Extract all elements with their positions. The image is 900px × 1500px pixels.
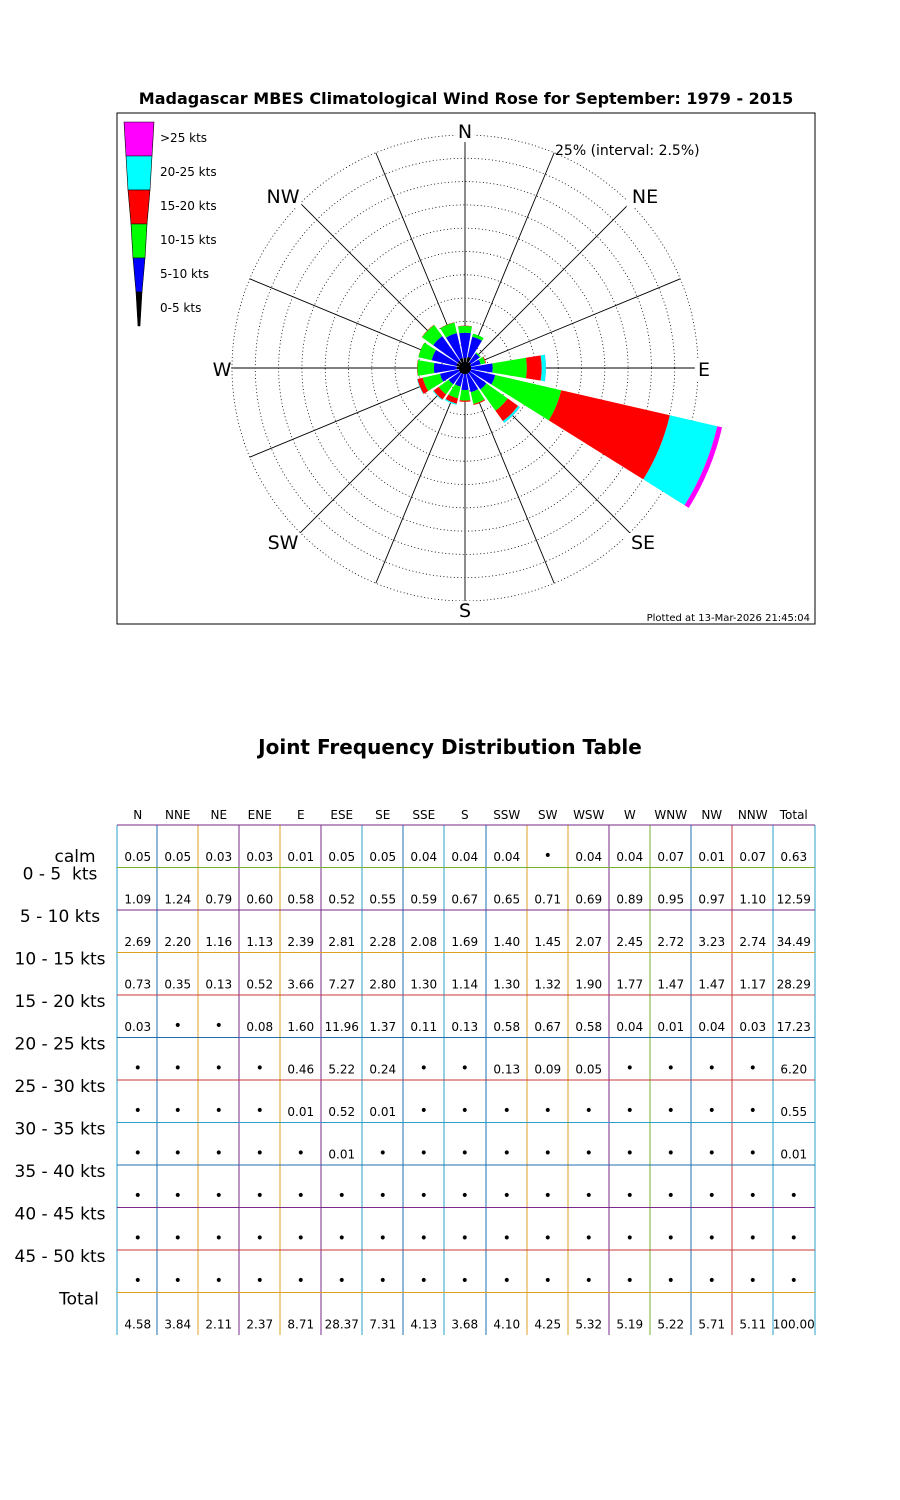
table-cell: 0.67 bbox=[451, 892, 479, 907]
table-cell: 2.80 bbox=[369, 977, 397, 992]
table-cell: • bbox=[378, 1273, 387, 1289]
table-cell: 0.04 bbox=[410, 850, 438, 864]
table-cell: • bbox=[543, 1230, 552, 1247]
table-cell: • bbox=[666, 1273, 675, 1289]
table-cell: • bbox=[707, 1145, 716, 1162]
table-cell: 1.24 bbox=[164, 892, 192, 907]
table-cell: • bbox=[748, 1060, 757, 1077]
table-cell: 1.47 bbox=[657, 977, 685, 992]
table-cell: • bbox=[625, 1103, 634, 1119]
table-cell: • bbox=[296, 1188, 305, 1204]
table-cell: 28.29 bbox=[776, 977, 811, 992]
table-cell: 0.03 bbox=[739, 1020, 767, 1034]
table-cell: • bbox=[337, 1273, 346, 1289]
table-cell: 5.22 bbox=[328, 1062, 356, 1077]
table-cell: 3.68 bbox=[451, 1317, 479, 1332]
table-cell: 5.32 bbox=[575, 1317, 603, 1332]
table-cell: 0.04 bbox=[451, 850, 479, 864]
table-cell: 2.20 bbox=[164, 935, 192, 949]
table-cell: • bbox=[133, 1273, 142, 1289]
column-header-SW: SW bbox=[538, 808, 558, 822]
table-cell: 4.58 bbox=[124, 1317, 152, 1332]
table-cell: • bbox=[214, 1060, 223, 1077]
table-cell: 1.17 bbox=[739, 977, 767, 992]
table-cell: 100.00 bbox=[772, 1317, 815, 1332]
table-cell: 0.58 bbox=[493, 1020, 521, 1034]
table-cell: • bbox=[748, 1273, 757, 1289]
table-cell: 0.04 bbox=[616, 850, 644, 864]
column-header-WNW: WNW bbox=[654, 808, 688, 822]
column-header-WSW: WSW bbox=[573, 808, 605, 822]
table-cell: 3.66 bbox=[287, 977, 315, 992]
compass-label-S: S bbox=[458, 600, 472, 622]
table-cell: 0.01 bbox=[657, 1020, 685, 1034]
table-cell: 0.69 bbox=[575, 892, 603, 907]
table-cell: • bbox=[255, 1103, 264, 1119]
table-cell: • bbox=[173, 1145, 182, 1162]
row-label: Total bbox=[59, 1289, 99, 1310]
table-cell: 2.28 bbox=[369, 935, 397, 949]
table-cell: • bbox=[173, 1230, 182, 1247]
plotted-timestamp: Plotted at 13-Mar-2026 21:45:04 bbox=[646, 613, 810, 624]
column-header-ESE: ESE bbox=[330, 808, 354, 822]
table-cell: • bbox=[296, 1230, 305, 1247]
table-cell: 0.52 bbox=[328, 892, 356, 907]
table-cell: 4.25 bbox=[534, 1317, 562, 1332]
table-cell: 6.20 bbox=[780, 1062, 808, 1077]
table-cell: 2.11 bbox=[205, 1317, 233, 1332]
table-cell: • bbox=[214, 1188, 223, 1204]
table-cell: 0.89 bbox=[616, 892, 644, 907]
table-cell: 7.27 bbox=[328, 977, 356, 992]
table-cell: • bbox=[748, 1230, 757, 1247]
table-cell: • bbox=[460, 1060, 469, 1077]
table-cell: • bbox=[255, 1230, 264, 1247]
table-cell: 0.08 bbox=[246, 1020, 274, 1034]
table-cell: • bbox=[214, 1103, 223, 1119]
table-cell: 1.16 bbox=[205, 935, 233, 949]
table-cell: • bbox=[419, 1230, 428, 1247]
table-cell: 0.04 bbox=[575, 850, 603, 864]
table-row bbox=[54, 847, 807, 867]
table-cell: 2.08 bbox=[410, 935, 438, 949]
table-cell: 0.55 bbox=[780, 1105, 808, 1119]
table-cell: 0.04 bbox=[616, 1020, 644, 1034]
table-cell: • bbox=[666, 1103, 675, 1119]
table-cell: 0.97 bbox=[698, 892, 726, 907]
table-cell: • bbox=[584, 1145, 593, 1162]
table-cell: 0.60 bbox=[246, 892, 274, 907]
table-cell: • bbox=[173, 1060, 182, 1077]
wind-rose-title: Madagascar MBES Climatological Wind Rose for September: 1979 - 2015 bbox=[138, 89, 794, 108]
table-cell: 0.05 bbox=[124, 850, 152, 864]
table-cell: 34.49 bbox=[776, 935, 811, 949]
table-row bbox=[15, 1205, 798, 1247]
row-label: 35 - 40 kts bbox=[14, 1162, 106, 1182]
table-cell: • bbox=[584, 1273, 593, 1289]
table-cell: 0.63 bbox=[780, 850, 808, 864]
table-row bbox=[23, 865, 811, 907]
table-cell: • bbox=[133, 1060, 142, 1077]
table-cell: • bbox=[502, 1230, 511, 1247]
table-cell: • bbox=[214, 1018, 223, 1034]
table-cell: 1.77 bbox=[616, 977, 644, 992]
table-cell: • bbox=[255, 1060, 264, 1077]
table-cell: • bbox=[543, 1273, 552, 1289]
table-cell: 1.32 bbox=[534, 977, 562, 992]
table-cell: • bbox=[337, 1188, 346, 1204]
column-header-NNW: NNW bbox=[737, 808, 768, 822]
table-cell: 0.35 bbox=[164, 977, 192, 992]
table-cell: • bbox=[378, 1230, 387, 1247]
table-row bbox=[15, 1247, 798, 1289]
column-header-NNE: NNE bbox=[164, 808, 191, 822]
column-header-SE: SE bbox=[375, 808, 391, 822]
table-cell: 0.09 bbox=[534, 1062, 562, 1077]
table-cell: • bbox=[502, 1145, 511, 1162]
table-cell: 3.84 bbox=[164, 1317, 192, 1332]
column-header-S: S bbox=[460, 808, 469, 822]
column-header-W: W bbox=[623, 808, 636, 822]
column-header-N: N bbox=[133, 808, 143, 822]
table-cell: 0.13 bbox=[205, 977, 233, 992]
table-cell: 11.96 bbox=[324, 1020, 359, 1034]
table-cell: • bbox=[337, 1230, 346, 1247]
table-cell: • bbox=[419, 1273, 428, 1289]
table-cell: • bbox=[419, 1103, 428, 1119]
table-cell: • bbox=[707, 1060, 716, 1077]
column-header-Total: Total bbox=[779, 808, 808, 822]
column-header-NE: NE bbox=[210, 808, 228, 822]
compass-label-SE: SE bbox=[630, 532, 656, 554]
table-cell: • bbox=[625, 1145, 634, 1162]
table-cell: 1.30 bbox=[410, 977, 438, 992]
row-label: calm bbox=[54, 847, 96, 867]
table-cell: • bbox=[214, 1145, 223, 1162]
table-cell: • bbox=[707, 1230, 716, 1247]
table-cell: • bbox=[502, 1273, 511, 1289]
table-cell: 0.58 bbox=[287, 892, 315, 907]
table-row bbox=[20, 907, 811, 949]
table-cell: • bbox=[625, 1188, 634, 1204]
table-cell: 1.37 bbox=[369, 1020, 397, 1034]
table-cell: • bbox=[789, 1273, 798, 1289]
table-cell: 2.74 bbox=[739, 935, 767, 949]
radius-scale-label: 25% (interval: 2.5%) bbox=[555, 143, 700, 159]
table-cell: • bbox=[584, 1188, 593, 1204]
row-label: 25 - 30 kts bbox=[14, 1077, 106, 1097]
table-cell: • bbox=[133, 1230, 142, 1247]
table-cell: • bbox=[502, 1103, 511, 1119]
table-cell: 1.45 bbox=[534, 935, 562, 949]
table-cell: • bbox=[378, 1188, 387, 1204]
table-cell: 0.67 bbox=[534, 1020, 562, 1034]
table-cell: 0.05 bbox=[328, 850, 356, 864]
table-cell: 0.58 bbox=[575, 1020, 603, 1034]
table-cell: • bbox=[460, 1230, 469, 1247]
table-cell: 0.73 bbox=[124, 977, 152, 992]
table-cell: 0.04 bbox=[493, 850, 521, 864]
row-label: 20 - 25 kts bbox=[14, 1034, 106, 1055]
legend-label-0: >25 kts bbox=[160, 131, 208, 145]
table-cell: 0.01 bbox=[287, 1105, 315, 1119]
table-cell: 0.52 bbox=[246, 977, 274, 992]
compass-label-NE: NE bbox=[631, 186, 659, 208]
column-header-ENE: ENE bbox=[247, 808, 272, 822]
table-cell: • bbox=[707, 1273, 716, 1289]
table-cell: • bbox=[625, 1273, 634, 1289]
table-cell: 4.13 bbox=[410, 1317, 438, 1332]
column-header-SSE: SSE bbox=[412, 808, 436, 822]
table-cell: • bbox=[419, 1060, 428, 1077]
table-cell: • bbox=[255, 1145, 264, 1162]
table-cell: 0.03 bbox=[124, 1020, 152, 1034]
table-row bbox=[15, 1120, 808, 1162]
legend-label-5: 0-5 kts bbox=[160, 301, 202, 315]
table-cell: 5.11 bbox=[739, 1317, 767, 1332]
table-cell: • bbox=[543, 1188, 552, 1204]
table-cell: 7.31 bbox=[369, 1317, 397, 1332]
table-cell: 5.22 bbox=[657, 1317, 685, 1332]
table-cell: 0.11 bbox=[410, 1020, 438, 1034]
table-cell: 1.14 bbox=[451, 977, 479, 992]
compass-label-N: N bbox=[457, 121, 473, 143]
table-cell: • bbox=[789, 1188, 798, 1204]
table-cell: • bbox=[543, 848, 552, 864]
table-cell: 0.52 bbox=[328, 1105, 356, 1119]
table-cell: • bbox=[460, 1145, 469, 1162]
compass-label-E: E bbox=[697, 359, 711, 381]
column-header-NW: NW bbox=[701, 808, 723, 822]
table-cell: 4.10 bbox=[493, 1317, 521, 1332]
table-cell: 0.01 bbox=[698, 850, 726, 864]
table-cell: • bbox=[173, 1018, 182, 1034]
table-cell: 0.65 bbox=[493, 892, 521, 907]
table-cell: • bbox=[460, 1103, 469, 1119]
compass-label-W: W bbox=[212, 359, 232, 381]
table-cell: 0.01 bbox=[287, 850, 315, 864]
table-cell: 0.13 bbox=[451, 1020, 479, 1034]
table-cell: 1.09 bbox=[124, 892, 152, 907]
table-cell: • bbox=[543, 1103, 552, 1119]
row-label: 10 - 15 kts bbox=[14, 949, 106, 970]
compass-label-SW: SW bbox=[267, 532, 299, 554]
table-cell: 1.30 bbox=[493, 977, 521, 992]
table-cell: • bbox=[666, 1060, 675, 1077]
table-cell: 17.23 bbox=[776, 1020, 811, 1034]
table-cell: • bbox=[133, 1188, 142, 1204]
table-cell: 0.24 bbox=[369, 1062, 397, 1077]
table-cell: 0.05 bbox=[164, 850, 192, 864]
legend-label-3: 10-15 kts bbox=[160, 233, 217, 247]
table-cell: 1.60 bbox=[287, 1020, 315, 1034]
table-cell: • bbox=[625, 1060, 634, 1077]
table-cell: 0.07 bbox=[739, 850, 767, 864]
table-cell: • bbox=[133, 1145, 142, 1162]
table-cell: 0.05 bbox=[575, 1062, 603, 1077]
table-body bbox=[15, 847, 815, 1332]
table-cell: • bbox=[789, 1230, 798, 1247]
table-cell: • bbox=[666, 1145, 675, 1162]
table-cell: 3.23 bbox=[698, 935, 726, 949]
table-cell: • bbox=[173, 1188, 182, 1204]
table-cell: 0.71 bbox=[534, 892, 562, 907]
table-cell: 0.04 bbox=[698, 1020, 726, 1034]
table-cell: 0.01 bbox=[328, 1147, 356, 1162]
table-title: Joint Frequency Distribution Table bbox=[258, 735, 642, 759]
table-cell: 0.01 bbox=[369, 1105, 397, 1119]
table-cell: 0.03 bbox=[246, 850, 274, 864]
compass-label-NW: NW bbox=[266, 186, 300, 208]
table-cell: 2.45 bbox=[616, 935, 644, 949]
table-row bbox=[58, 1290, 815, 1332]
table-row bbox=[15, 1077, 808, 1119]
table-cell: 2.39 bbox=[287, 935, 315, 949]
table-cell: 2.81 bbox=[328, 935, 356, 949]
table-cell: 0.95 bbox=[657, 892, 685, 907]
table-cell: 5.19 bbox=[616, 1317, 644, 1332]
table-cell: • bbox=[748, 1103, 757, 1119]
table-cell: 5.71 bbox=[698, 1317, 726, 1332]
table-cell: • bbox=[173, 1103, 182, 1119]
table-header-row bbox=[133, 808, 808, 822]
table-cell: • bbox=[214, 1230, 223, 1247]
legend-label-4: 5-10 kts bbox=[160, 267, 209, 281]
row-label: 40 - 45 kts bbox=[14, 1204, 106, 1225]
table-cell: 12.59 bbox=[776, 892, 811, 907]
table-cell: 28.37 bbox=[324, 1317, 359, 1332]
table-cell: 0.46 bbox=[287, 1062, 315, 1077]
table-cell: 1.90 bbox=[575, 977, 603, 992]
row-label: 30 - 35 kts bbox=[14, 1119, 106, 1140]
table-cell: • bbox=[255, 1273, 264, 1289]
table-cell: • bbox=[255, 1188, 264, 1204]
table-cell: • bbox=[748, 1188, 757, 1204]
table-cell: • bbox=[296, 1273, 305, 1289]
table-row bbox=[15, 1162, 798, 1204]
table-cell: • bbox=[460, 1188, 469, 1204]
table-cell: 0.05 bbox=[369, 850, 397, 864]
table-cell: • bbox=[543, 1145, 552, 1162]
table-cell: • bbox=[748, 1145, 757, 1162]
table-cell: • bbox=[419, 1145, 428, 1162]
table-cell: 2.07 bbox=[575, 935, 603, 949]
table-cell: 1.69 bbox=[451, 935, 479, 949]
row-label: 0 - 5 kts bbox=[22, 864, 98, 885]
table-cell: 2.69 bbox=[124, 935, 152, 949]
table-cell: • bbox=[502, 1188, 511, 1204]
table-cell: • bbox=[584, 1103, 593, 1119]
table-cell: • bbox=[666, 1188, 675, 1204]
table-cell: • bbox=[707, 1188, 716, 1204]
table-cell: • bbox=[419, 1188, 428, 1204]
table-cell: 8.71 bbox=[287, 1317, 315, 1332]
table-cell: 0.13 bbox=[493, 1062, 521, 1077]
table-cell: 1.47 bbox=[698, 977, 726, 992]
row-label: 5 - 10 kts bbox=[19, 907, 101, 927]
table-cell: 2.72 bbox=[657, 935, 685, 949]
table-cell: 0.55 bbox=[369, 892, 397, 907]
table-cell: 1.40 bbox=[493, 935, 521, 949]
table-cell: • bbox=[214, 1273, 223, 1289]
legend-label-2: 15-20 kts bbox=[160, 199, 217, 213]
column-header-E: E bbox=[296, 808, 305, 822]
table-cell: • bbox=[133, 1103, 142, 1119]
row-label: 15 - 20 kts bbox=[14, 992, 106, 1012]
table-cell: 0.03 bbox=[205, 850, 233, 864]
table-cell: 0.07 bbox=[657, 850, 685, 864]
table-cell: 0.79 bbox=[205, 892, 233, 907]
table-cell: • bbox=[584, 1230, 593, 1247]
table-cell: 0.59 bbox=[410, 892, 438, 907]
table-cell: 1.13 bbox=[246, 935, 274, 949]
legend-label-1: 20-25 kts bbox=[160, 165, 217, 179]
table-cell: 1.10 bbox=[739, 892, 767, 907]
table-cell: • bbox=[296, 1145, 305, 1162]
table-cell: • bbox=[460, 1273, 469, 1289]
table-cell: • bbox=[666, 1230, 675, 1247]
table-cell: • bbox=[707, 1103, 716, 1119]
row-label: 45 - 50 kts bbox=[14, 1247, 106, 1267]
column-header-SSW: SSW bbox=[493, 808, 521, 822]
table-cell: • bbox=[378, 1145, 387, 1162]
table-cell: 2.37 bbox=[246, 1317, 274, 1332]
table-row bbox=[15, 1035, 808, 1077]
table-cell: • bbox=[173, 1273, 182, 1289]
table-cell: • bbox=[625, 1230, 634, 1247]
table-cell: 0.01 bbox=[780, 1147, 808, 1162]
